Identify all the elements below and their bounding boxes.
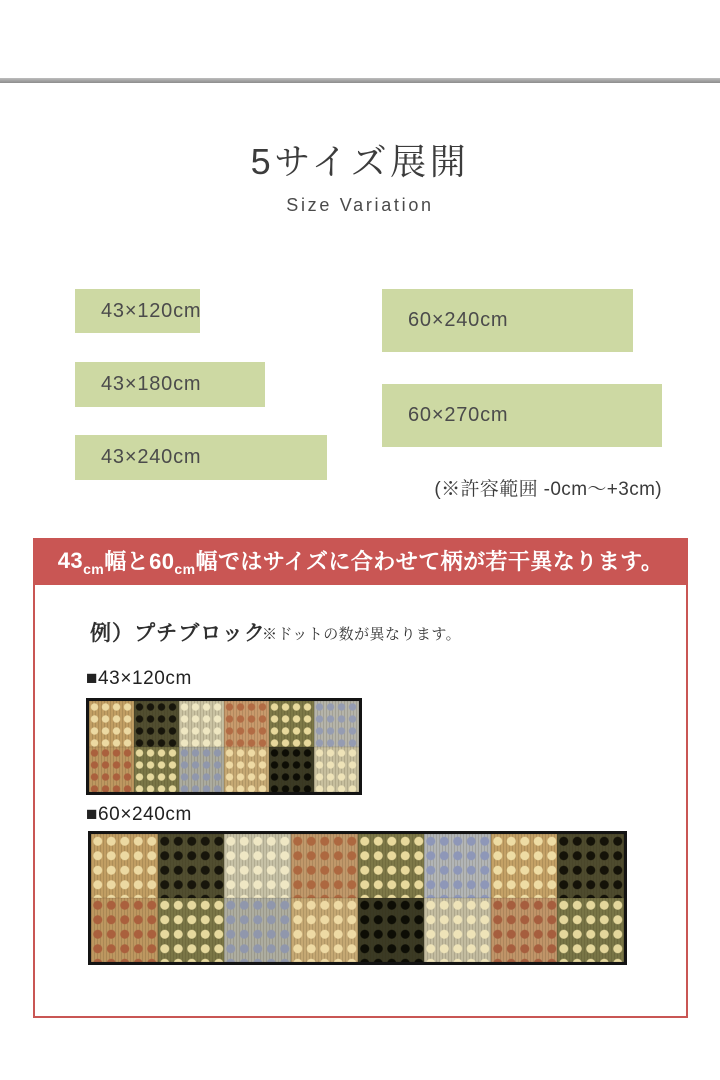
size-box-label: 43×180cm: [101, 373, 202, 395]
rug2-size-label: ■60×240cm: [86, 804, 192, 825]
rug-block: [557, 834, 624, 898]
rug-block: [179, 701, 224, 747]
size-box-label: 60×240cm: [408, 309, 509, 331]
rug-block: [314, 701, 359, 747]
rug-block: [224, 834, 291, 898]
rug-block: [224, 701, 269, 747]
rug-block: [179, 747, 224, 793]
size-box-60x240: [382, 289, 633, 352]
rug-block: [291, 834, 358, 898]
rug-block: [158, 898, 225, 962]
rug-block: [158, 834, 225, 898]
rug-block: [269, 747, 314, 793]
example-heading: 例）プチブロック: [90, 622, 266, 645]
rug-image-60x240: [88, 831, 627, 965]
size-box-43x120: [75, 289, 200, 333]
page-title: 5サイズ展開: [250, 141, 470, 182]
rug-block: [314, 747, 359, 793]
rug-image-43x120: [86, 698, 362, 795]
banner-unit-cm: cm: [174, 561, 196, 577]
rug-block: [424, 834, 491, 898]
banner-unit-cm: cm: [83, 561, 105, 577]
rug-block: [224, 747, 269, 793]
rug-block: [424, 898, 491, 962]
page-subtitle: Size Variation: [286, 195, 434, 215]
size-box-label: 60×270cm: [408, 404, 509, 426]
rug1-size-label: ■43×120cm: [86, 668, 192, 689]
rug-block: [91, 834, 158, 898]
banner-text-part: 幅と60: [104, 549, 175, 574]
banner-text-part: 幅ではサイズに合わせて柄が若干異なります。: [195, 549, 664, 574]
size-box-label: 43×120cm: [101, 299, 202, 322]
size-box-60x270: [382, 384, 662, 447]
rug-block: [91, 898, 158, 962]
rug-block: [134, 701, 179, 747]
rug-block: [89, 701, 134, 747]
rug-block: [491, 834, 558, 898]
rug-block: [557, 898, 624, 962]
pattern-notice-banner: [33, 538, 688, 583]
size-box-43x240: [75, 435, 327, 480]
top-divider-bar: [0, 78, 720, 83]
rug-block: [358, 834, 425, 898]
rug-block: [491, 898, 558, 962]
rug-block: [269, 701, 314, 747]
rug-block: [358, 898, 425, 962]
rug-block: [89, 747, 134, 793]
rug-block: [291, 898, 358, 962]
example-note: ※ドットの数が異なります。: [262, 626, 462, 643]
banner-text-part: 43: [57, 547, 84, 573]
rug-block: [224, 898, 291, 962]
rug-block: [134, 747, 179, 793]
size-box-43x180: [75, 362, 265, 407]
size-box-label: 43×240cm: [101, 446, 202, 468]
tolerance-note: (※許容範囲 -0cm〜+3cm): [434, 479, 662, 500]
